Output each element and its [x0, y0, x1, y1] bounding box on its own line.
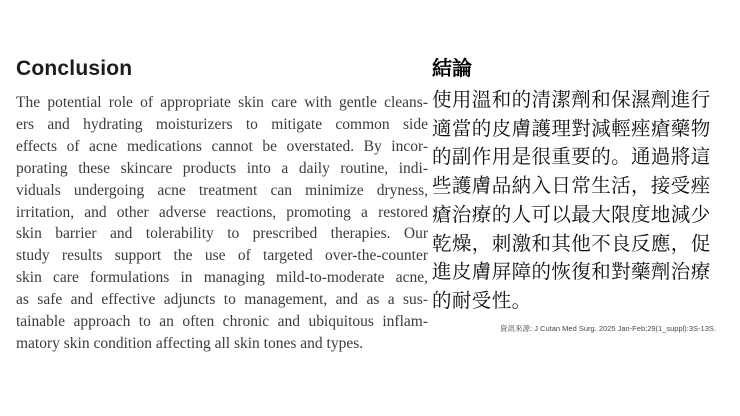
text-line: ers and hydrating moisturizers to mitigate common side — [16, 115, 428, 133]
text-line: porating these skincare products into a daily routine, indi- — [16, 159, 428, 177]
text-line: skin barrier and tolerability to prescribed therapies. Our — [16, 225, 428, 243]
chinese-conclusion-paragraph — [432, 86, 716, 316]
text-line: 進皮膚屏障的恢復和對藥劑治療 — [432, 261, 711, 284]
chinese-translation-section — [432, 52, 716, 334]
text-line: 的副作用是很重要的。通過將這 — [432, 146, 711, 169]
text-line: irritation, and other adverse reactions, promoting a restored — [16, 203, 428, 221]
text-line: 的耐受性。 — [432, 289, 532, 312]
text-line: tainable approach to an often chronic and ubiquitous inflam- — [16, 313, 428, 331]
text-line: 使用溫和的清潔劑和保濕劑進行 — [432, 89, 711, 111]
text-line: 瘡治療的人可以最大限度地減少 — [432, 203, 711, 226]
text-line: 些護膚品納入日常生活，接受痤 — [432, 175, 711, 198]
text-line: viduals undergoing acne treatment can minimize dryness, — [16, 181, 428, 199]
text-line: matory skin condition affecting all skin tones and types. — [16, 334, 364, 352]
chinese-conclusion-heading: 結論 — [432, 58, 472, 80]
conclusion-heading: Conclusion — [16, 57, 133, 80]
english-conclusion-section — [16, 57, 428, 355]
text-line: as safe and effective adjuncts to management, and as a sus- — [16, 291, 428, 309]
conclusion-paragraph — [16, 92, 428, 355]
text-line: study results support the use of targeted over-the-counter — [16, 247, 428, 265]
text-line: 適當的皮膚護理對減輕痤瘡藥物 — [432, 117, 711, 140]
text-line: skin care formulations in managing mild-to-moderate acne, — [16, 269, 428, 287]
text-line: The potential role of appropriate skin care with gentle cleans- — [16, 94, 428, 111]
source-citation: 資訊來源: J Cutan Med Surg. 2025 Jan-Feb;29(1_suppl):3S-13S. — [500, 323, 716, 333]
text-line: effects of acne medications cannot be overstated. By incor- — [16, 137, 428, 155]
text-line: 乾燥，刺激和其他不良反應，促 — [432, 232, 711, 255]
